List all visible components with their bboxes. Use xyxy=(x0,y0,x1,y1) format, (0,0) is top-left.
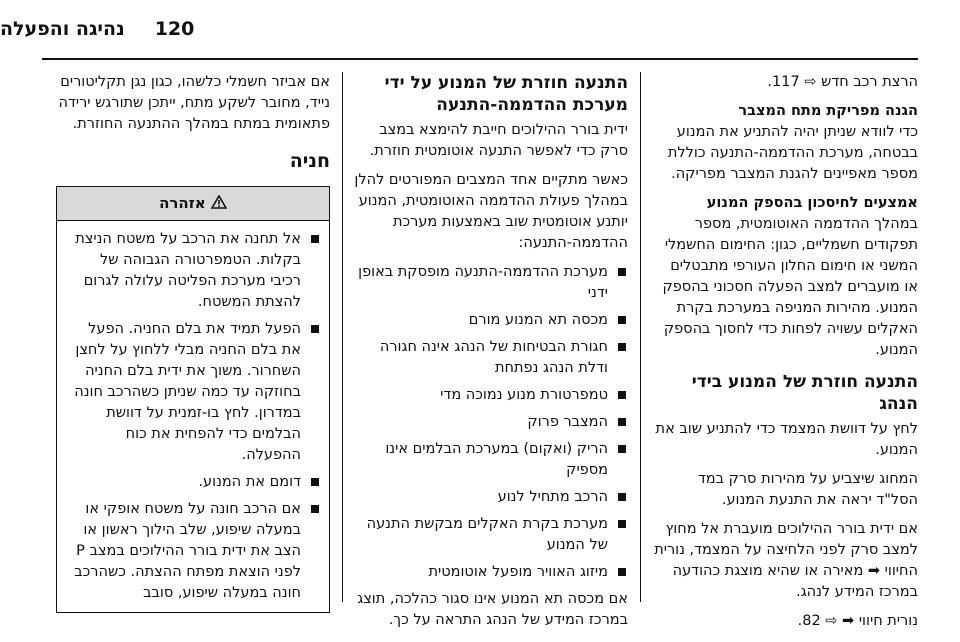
list-item: מערכת ההדממה-התנעה מופסקת באופן ידני xyxy=(354,262,628,304)
paragraph-driver-restart-3: אם ידית בורר ההילוכים מועברת אל מחוץ למצב סרק לפני הלחיצה על המצמד, נורית החיווי ➡ מאירה או שהיא מוצגת כהודעה במרכז המידע לנהג. xyxy=(654,521,918,600)
heading-power-saving: אמצעים לחיסכון בהספק המנוע xyxy=(706,195,918,211)
heading-battery-protection: הגנה מפריקת מתח המצבר xyxy=(738,103,918,119)
column-divider-left xyxy=(342,72,343,602)
warning-body xyxy=(57,221,329,612)
paragraph-power-saving: במהלך ההדממה האוטומטית, מספר תפקודים חשמליים, כגון: החימום החשמלי המשני או חימום החלון העורפי מתבטלים או מועברים למצב הפעלה חסכוני בהספק המנוע. מהירות המניפה במערכת בקרת האקלים עשויה לפחות כדי לחסוך בהספק המנוע. xyxy=(662,216,918,358)
break-in-reference: הרצת רכב חדש ⇨ 117. xyxy=(767,74,918,90)
page-header xyxy=(0,0,960,58)
page-number: 120 xyxy=(154,18,195,40)
list-item: טמפרטורת מנוע נמוכה מדי xyxy=(354,385,628,406)
paragraph-driver-restart-2: המחוג שיצביע על מהירות סרק במד הסל"ד יראה את התנעת המנוע. xyxy=(697,471,918,508)
warning-triangle-icon xyxy=(206,194,227,212)
list-item: מכסה תא המנוע מורם xyxy=(354,310,628,331)
warning-title: אזהרה xyxy=(159,194,206,212)
column-right xyxy=(652,72,918,640)
list-item: חגורת הבטיחות של הנהג אינה חגורה ודלת הנהג נפתחת xyxy=(354,337,628,379)
paragraph-battery-protection: כדי לוודא שניתן יהיה להתניע את המנוע בבטחה, מערכת ההדממה-התנעה כוללת מספר מאפיינים להגנת המצבר מפריקה. xyxy=(667,124,918,182)
list-item: אל תחנה את הרכב על משטח הניצת בקלות. הטמפרטורה הגבוהה של רכיבי מערכת הפליטה עלולה לגרום להצתת המשטח. xyxy=(65,229,321,313)
warning-list xyxy=(65,229,321,604)
section-title-parking: חניה xyxy=(289,150,330,172)
header-rule xyxy=(42,58,918,60)
column-middle xyxy=(354,72,628,639)
column-divider-right xyxy=(640,72,641,602)
warning-box xyxy=(56,186,330,613)
column-left xyxy=(56,72,330,613)
warning-header xyxy=(57,187,329,221)
list-item: הפעל תמיד את בלם החניה. הפעל את בלם החניה מבלי ללחוץ על לחצן השחרור. משוך את ידית בלם החניה בחוזקה עד כמה שניתן כשהרכב חונה במדרון. לחץ בו-זמנית על דוושת הבלמים כדי להפחית את כוח ההפעלה. xyxy=(65,319,321,466)
paragraph-hood-warning: אם מכסה תא המנוע אינו סגור כהלכה, תוצג במרכז המידע של הנהג התראה על כך. xyxy=(357,591,628,628)
list-item: הריק (ואקום) במערכת הבלמים אינו מספיק xyxy=(354,439,628,481)
paragraph-voltage-drop: אם אביזר חשמלי כלשהו, כגון נגן תקליטורים נייד, מחובר לשקע מתח, ייתכן שתורגש ירידה פתאומית במתח במהלך ההתנעה החוזרת. xyxy=(58,74,330,132)
list-item: מיזוג האוויר מופעל אוטומטית xyxy=(354,562,628,583)
list-item: דומם את המנוע. xyxy=(65,472,321,493)
auto-restart-conditions-list xyxy=(354,262,628,583)
list-item: הרכב מתחיל לנוע xyxy=(354,487,628,508)
paragraph-driver-restart-4: נורית חיווי ➡ ⇨ 82. xyxy=(797,613,918,629)
heading-auto-restart: התנעה חוזרת של המנוע על ידי מערכת ההדממה-התנעה xyxy=(384,73,628,115)
running-title: נהיגה והפעלה xyxy=(0,18,125,40)
paragraph-driver-restart-1: לחץ על דוושת המצמד כדי להתניע שוב את המנוע. xyxy=(655,421,918,458)
paragraph-auto-restart-conditions: כאשר מתקיים אחד המצבים המפורטים להלן במהלך פעולת ההדממה האוטומטית, המנוע יותנע אוטומטית שוב באמצעות מערכת ההדממה-התנעה: xyxy=(354,172,628,251)
list-item: המצבר פרוק xyxy=(354,412,628,433)
paragraph-auto-restart-intro: ידית בורר ההילוכים חייבת להימצא במצב סרק כדי לאפשר התנעה אוטומטית חוזרת. xyxy=(369,122,628,159)
list-item: מערכת בקרת האקלים מבקשת התנעה של המנוע xyxy=(354,514,628,556)
heading-driver-restart: התנעה חוזרת של המנוע בידי הנהג xyxy=(691,372,918,414)
list-item: אם הרכב חונה על משטח אופקי או במעלה שיפוע, שלב הילוך ראשון או הצב את ידית בורר ההילוכים במצב P לפני הוצאת מפתח ההצתה. כשהרכב חונה במעלה שיפוע, סובב xyxy=(65,499,321,604)
